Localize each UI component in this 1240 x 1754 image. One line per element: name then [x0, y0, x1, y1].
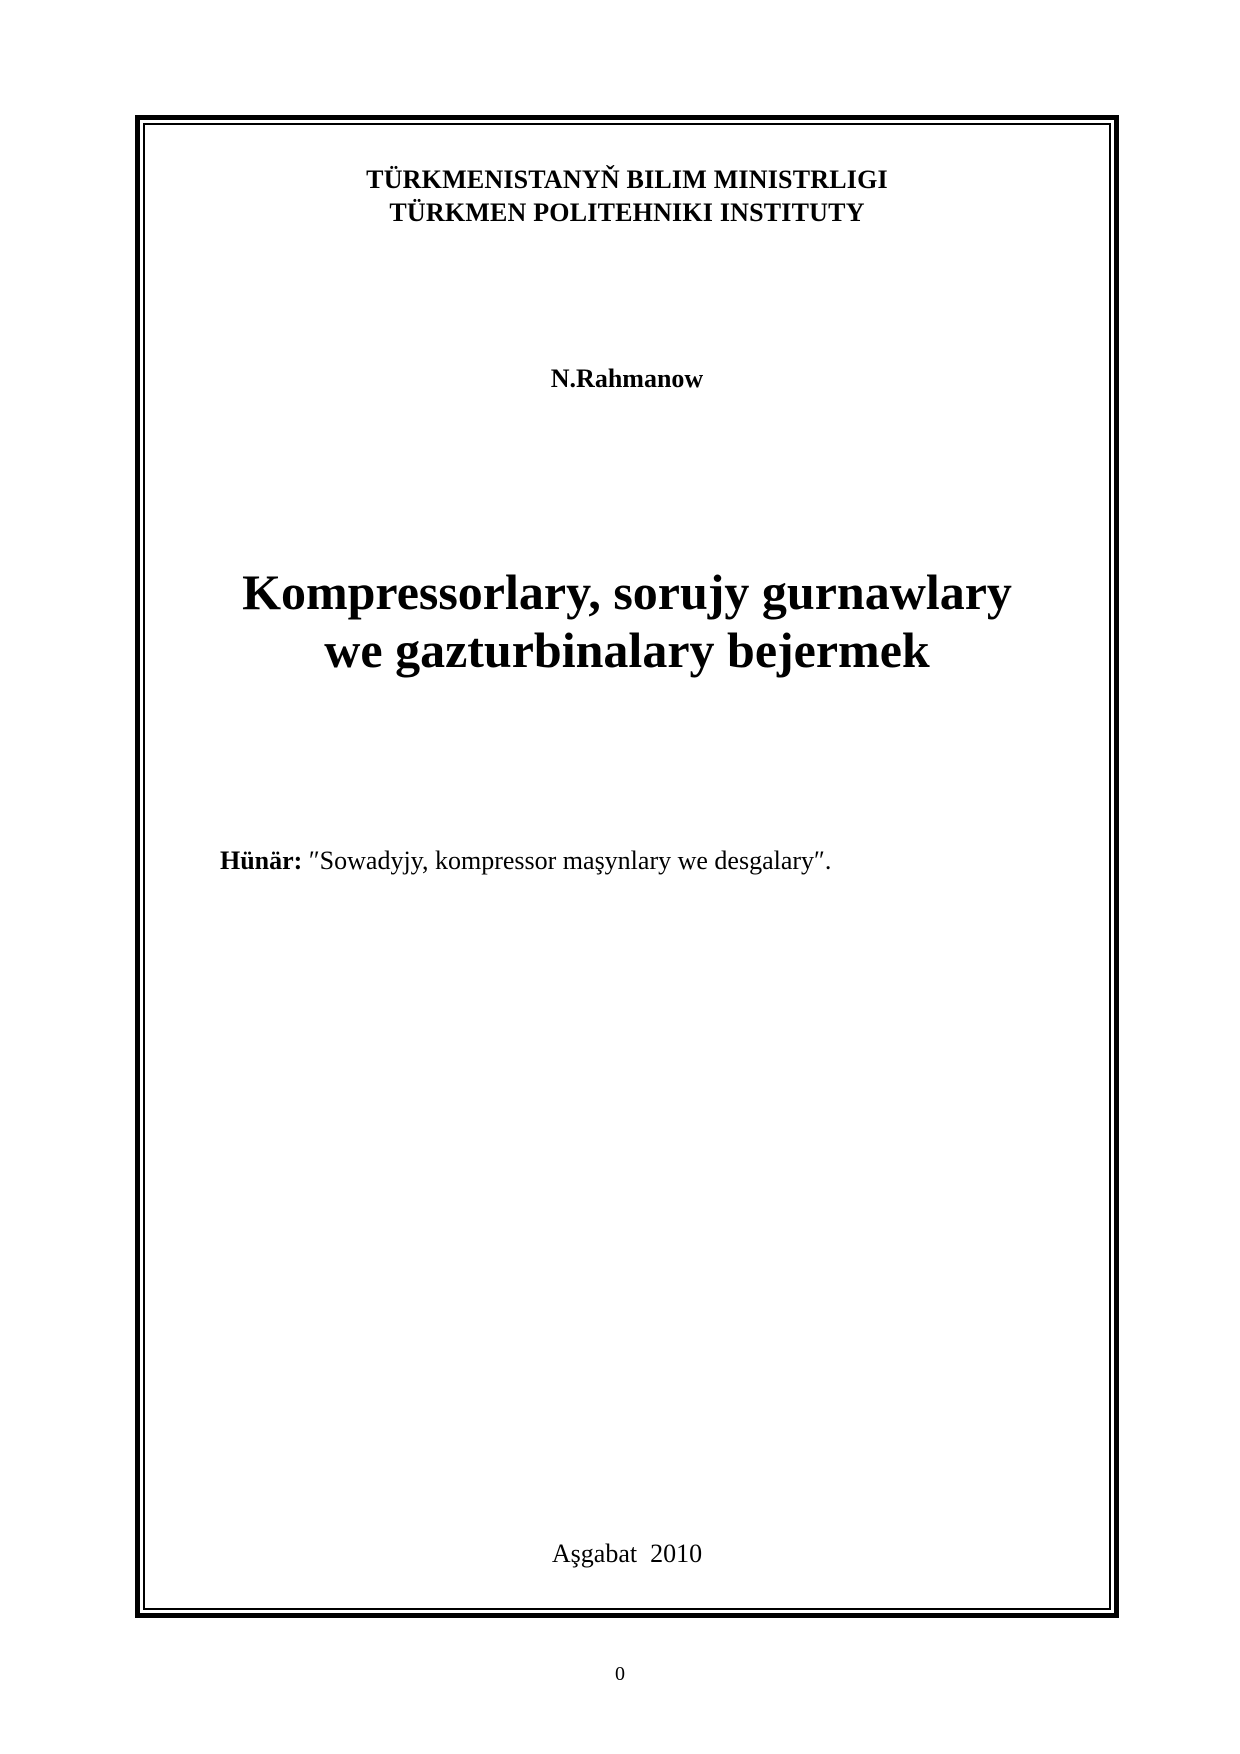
document-title	[143, 563, 1111, 679]
page-number: 0	[615, 1663, 625, 1685]
place-and-year: Aşgabat 2010	[551, 1539, 703, 1568]
specialty-label: Hünär:	[220, 846, 303, 875]
ministry-name: TÜRKMENISTANYŇ BILIM MINISTRLIGI	[366, 165, 888, 194]
specialty-line	[220, 845, 831, 877]
institute-name: TÜRKMEN POLITEHNIKI INSTITUTY	[389, 198, 865, 227]
title-line-1: Kompressorlary, sorujy gurnawlary	[242, 564, 1012, 620]
specialty-value: ″Sowadyjy, kompressor maşynlary we desgalary″.	[302, 846, 832, 875]
author-name: N.Rahmanow	[550, 364, 704, 393]
institution-header	[143, 163, 1111, 229]
title-line-2: we gazturbinalary bejermek	[324, 622, 930, 678]
